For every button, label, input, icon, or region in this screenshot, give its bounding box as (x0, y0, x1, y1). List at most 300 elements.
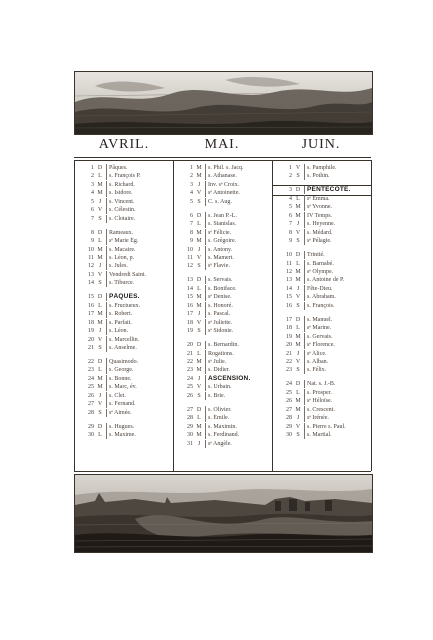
day-number: 1 (289, 165, 292, 171)
weekday-letter: J (296, 415, 300, 422)
weekday-letter: V (97, 336, 103, 343)
row-separator (304, 220, 305, 228)
saint-name: s. Mamert. (208, 255, 234, 261)
feast-day-row (75, 293, 173, 301)
day-row (75, 375, 173, 383)
saint-name: s. Pothin. (307, 173, 330, 180)
row-separator (205, 392, 206, 400)
day-number: 4 (91, 190, 94, 197)
row-separator (106, 246, 107, 254)
day-row (273, 237, 371, 245)
row-separator (106, 358, 107, 366)
row-separator (304, 237, 305, 245)
day-number: 27 (187, 406, 193, 413)
day-number: 26 (187, 392, 193, 399)
day-row (273, 164, 371, 172)
saint-name: s. Célestin. (109, 207, 136, 214)
saint-name: Rameaux. (109, 229, 134, 236)
row-separator (304, 316, 305, 324)
saint-name: s. Ferdinand. (208, 432, 240, 439)
day-number: 14 (187, 285, 193, 292)
weekday-letter: M (97, 246, 103, 253)
saint-name: s. Jean P.-L. (208, 212, 237, 219)
saint-name: sᵉ Félicie. (208, 229, 232, 236)
day-row (174, 392, 272, 400)
saint-name: s. Parfait. (109, 319, 132, 326)
row-separator (106, 262, 107, 270)
day-number: 7 (190, 221, 193, 228)
row-separator (304, 414, 305, 422)
day-row (273, 212, 371, 220)
row-separator (205, 358, 206, 366)
day-number: 29 (88, 423, 94, 430)
weekday-letter: S (98, 345, 102, 351)
day-row (174, 285, 272, 293)
weekday-letter: M (97, 375, 103, 382)
saint-name: ASCENSION. (208, 374, 251, 382)
day-row (75, 319, 173, 327)
table-top-rule-inner (74, 160, 371, 161)
saint-name: s. Stanislas. (208, 221, 237, 228)
table-top-rule (74, 157, 371, 158)
day-row (174, 262, 272, 270)
weekday-letter: J (98, 392, 102, 399)
row-separator (106, 400, 107, 408)
day-row (75, 262, 173, 270)
row-separator (205, 212, 206, 220)
saint-name: s. Barnabé. (307, 260, 334, 267)
day-row (174, 212, 272, 220)
weekday-letter: J (98, 263, 102, 270)
day-number: 16 (88, 302, 94, 309)
weekday-letter: V (295, 294, 301, 301)
day-row (174, 293, 272, 301)
day-number: 1 (190, 165, 193, 171)
day-row (75, 327, 173, 335)
day-row (75, 302, 173, 310)
weekday-letter: M (295, 277, 301, 284)
weekday-letter: M (196, 238, 202, 245)
day-number: 21 (187, 350, 193, 357)
saint-name: s. Émile. (208, 415, 230, 422)
day-number: 19 (88, 328, 94, 335)
weekday-letter: V (196, 190, 202, 197)
saint-name: s. François. (307, 302, 335, 309)
saint-name: s. Abraham. (307, 294, 336, 301)
day-row (174, 358, 272, 366)
weekday-letter: L (296, 325, 300, 332)
weekday-letter: M (196, 432, 202, 439)
weekday-letter: V (97, 401, 103, 408)
weekday-letter: D (196, 406, 202, 413)
saint-name: s. Crescent. (307, 406, 335, 413)
weekday-letter: M (295, 333, 301, 340)
row-separator (205, 198, 206, 206)
saint-name: sᵉ Antoinette. (208, 190, 240, 197)
day-number: 16 (286, 302, 292, 309)
saint-name: Rogations. (208, 350, 234, 357)
column-avril (75, 164, 173, 471)
weekday-letter: D (196, 212, 202, 219)
saint-name: s. Martial. (307, 432, 332, 439)
weekday-letter: D (97, 423, 103, 430)
day-row (174, 383, 272, 391)
day-row (75, 279, 173, 287)
weekday-letter: M (196, 358, 202, 365)
day-row (273, 251, 371, 259)
saint-name: s. Boniface. (208, 285, 237, 292)
weekday-letter: S (98, 215, 102, 222)
saint-name: s. Heyenne. (307, 221, 336, 228)
weekday-letter: J (296, 285, 300, 292)
row-separator (205, 164, 206, 172)
day-number: 19 (286, 333, 292, 340)
saint-name: sᵉ Alice. (307, 350, 327, 357)
day-number: 4 (190, 190, 193, 197)
row-separator (106, 423, 107, 431)
saint-name: s. François P. (109, 173, 141, 180)
day-number: 10 (286, 252, 292, 259)
saint-name: s. Clet. (109, 392, 126, 399)
row-separator (106, 206, 107, 214)
saint-name: s. Anselme. (109, 345, 137, 351)
day-number: 11 (187, 255, 193, 261)
weekday-letter: V (295, 423, 301, 430)
weekday-letter: L (296, 195, 300, 202)
weekday-letter: S (197, 198, 201, 205)
column-mai (174, 164, 272, 471)
row-separator (304, 333, 305, 341)
saint-name: s. Urbain. (208, 384, 232, 391)
day-row (75, 254, 173, 262)
saint-name: s. Gervais. (307, 333, 333, 340)
day-row (174, 431, 272, 439)
saint-name: sᵉ Olympe. (307, 268, 334, 275)
day-row (273, 414, 371, 422)
day-row (174, 246, 272, 254)
day-row (174, 310, 272, 318)
row-separator (304, 366, 305, 374)
weekday-letter: M (295, 212, 301, 219)
month-header-avril: AVRIL. (98, 137, 150, 152)
saint-name: s. Pascal. (208, 311, 231, 318)
day-row (174, 423, 272, 431)
day-number: 17 (187, 311, 193, 318)
day-row (75, 206, 173, 214)
saint-name: sᵉ Irénée. (307, 415, 329, 422)
day-row (75, 358, 173, 366)
day-row (273, 350, 371, 358)
saint-name: C. s. Aug. (208, 198, 232, 205)
row-separator (106, 366, 107, 374)
day-row (75, 344, 173, 352)
day-number: 18 (187, 319, 193, 326)
day-row (75, 229, 173, 237)
day-row (273, 324, 371, 332)
day-number: 1 (91, 165, 94, 171)
day-number: 27 (286, 406, 292, 413)
saint-name: s. Macaire. (109, 246, 136, 253)
day-row (273, 260, 371, 268)
day-number: 16 (187, 302, 193, 309)
weekday-letter: M (196, 165, 202, 171)
day-number: 4 (289, 195, 292, 202)
day-row (273, 276, 371, 284)
row-separator (106, 431, 107, 439)
weekday-letter: D (97, 165, 103, 171)
saint-name: s. Antony. (208, 246, 233, 253)
saint-name: s. Fructueux. (109, 302, 141, 309)
day-row (75, 164, 173, 172)
day-row (174, 341, 272, 349)
day-number: 30 (286, 432, 292, 439)
day-row (174, 189, 272, 197)
weekday-letter: M (295, 406, 301, 413)
day-number: 21 (88, 345, 94, 351)
day-number: 25 (286, 389, 292, 396)
saint-name: s. Médard. (307, 229, 333, 236)
row-separator (106, 181, 107, 189)
day-number: 29 (286, 423, 292, 430)
day-row (174, 181, 272, 189)
day-number: 13 (88, 271, 94, 278)
day-number: 13 (187, 277, 193, 284)
day-row (273, 316, 371, 324)
day-row (273, 333, 371, 341)
day-row (273, 285, 371, 293)
weekday-letter: S (98, 280, 102, 287)
row-separator (304, 380, 305, 388)
weekday-letter: V (196, 255, 202, 261)
row-separator (205, 341, 206, 349)
weekday-letter: M (97, 181, 103, 188)
saint-name: s. Servais. (208, 277, 233, 284)
day-number: 24 (88, 375, 94, 382)
saint-name: s. Antoine de P. (307, 277, 345, 284)
saint-name: s. Hugues. (109, 423, 135, 430)
row-separator (304, 260, 305, 268)
day-row (75, 198, 173, 206)
row-separator (205, 181, 206, 189)
column-juin (273, 164, 371, 471)
weekday-letter: L (98, 432, 102, 439)
day-row (75, 181, 173, 189)
saint-name: s. Pamphile. (307, 165, 337, 171)
weekday-letter: M (196, 229, 202, 236)
day-number: 17 (88, 311, 94, 318)
day-number: 25 (88, 384, 94, 391)
saint-name: sᵉ Héloïse. (307, 398, 333, 405)
day-number: 10 (88, 246, 94, 253)
row-separator (106, 172, 107, 180)
weekday-letter: M (97, 190, 103, 197)
day-number: 13 (286, 277, 292, 284)
day-number: 28 (187, 415, 193, 422)
saint-name: sᵉ Denise. (208, 294, 232, 301)
saint-name: Pâques. (109, 165, 128, 171)
weekday-letter: L (98, 367, 102, 374)
saint-name: s. Jules. (109, 263, 128, 270)
day-number: 3 (289, 187, 292, 194)
day-number: 22 (88, 358, 94, 365)
saint-name: s. Vincent. (109, 198, 135, 205)
weekday-letter: S (98, 409, 102, 416)
row-separator (205, 285, 206, 293)
row-separator (304, 186, 305, 194)
day-row (75, 246, 173, 254)
weekday-letter: M (97, 255, 103, 261)
day-number: 6 (190, 212, 193, 219)
row-separator (106, 271, 107, 279)
day-row (273, 380, 371, 388)
row-separator (205, 414, 206, 422)
row-separator (304, 324, 305, 332)
day-row (273, 397, 371, 405)
day-number: 14 (286, 285, 292, 292)
saint-name: s. Maxime. (109, 432, 136, 439)
month-header-juin: JUIN. (301, 137, 341, 152)
row-separator (205, 262, 206, 270)
month-header-mai: MAI. (204, 137, 240, 152)
weekday-letter: S (296, 432, 300, 439)
day-number: 2 (91, 173, 94, 180)
weekday-letter: L (197, 285, 201, 292)
day-row (273, 229, 371, 237)
saint-name: s. Clotaire. (109, 215, 136, 222)
weekday-letter: M (295, 268, 301, 275)
day-number: 28 (286, 415, 292, 422)
saint-name: s. Prosper. (307, 389, 332, 396)
weekday-letter: M (196, 302, 202, 309)
day-number: 23 (286, 367, 292, 374)
weekday-letter: J (98, 328, 102, 335)
weekday-letter: S (296, 173, 300, 180)
row-separator (106, 375, 107, 383)
row-separator (205, 383, 206, 391)
day-row (174, 414, 272, 422)
weekday-letter: M (295, 204, 301, 211)
row-separator (205, 327, 206, 335)
day-number: 11 (286, 260, 292, 267)
row-separator (106, 229, 107, 237)
row-separator (205, 302, 206, 310)
day-number: 11 (88, 255, 94, 261)
saint-name: s. Manuel. (307, 316, 333, 323)
saint-name: s. Fernand. (109, 401, 136, 408)
day-row (174, 254, 272, 262)
day-number: 5 (190, 198, 193, 205)
day-number: 26 (286, 398, 292, 405)
saint-name: sᵉ Yvonne. (307, 204, 333, 211)
row-separator (304, 285, 305, 293)
row-separator (106, 302, 107, 310)
row-separator (205, 366, 206, 374)
day-number: 23 (88, 367, 94, 374)
saint-name: sᵉ Marine. (307, 325, 332, 332)
row-separator (205, 293, 206, 301)
day-row (75, 400, 173, 408)
day-number: 23 (187, 367, 193, 374)
day-number: 3 (190, 181, 193, 188)
weekday-letter: M (196, 173, 202, 180)
saint-name: sᵉ Aimée. (109, 409, 132, 416)
weekday-letter: D (97, 294, 103, 301)
weekday-letter: L (98, 173, 102, 180)
day-row (273, 302, 371, 310)
saint-name: s. George. (109, 367, 134, 374)
day-number: 15 (88, 294, 94, 301)
saint-name: s. Phil. s. Jacq. (208, 165, 244, 171)
day-row (273, 366, 371, 374)
weekday-letter: J (197, 246, 201, 253)
day-number: 12 (286, 268, 292, 275)
saint-name: s. Honoré. (208, 302, 233, 309)
day-number: 18 (88, 319, 94, 326)
saint-name: Nat. s. J.-B. (307, 381, 336, 388)
weekday-letter: M (295, 342, 301, 349)
day-number: 30 (88, 432, 94, 439)
row-separator (106, 319, 107, 327)
row-separator (304, 302, 305, 310)
weekday-letter: J (197, 181, 201, 188)
weekday-letter: J (197, 311, 201, 318)
day-number: 24 (286, 381, 292, 388)
saint-name: s. Léon, p. (109, 255, 135, 261)
day-row (174, 172, 272, 180)
day-number: 18 (286, 325, 292, 332)
day-row (75, 172, 173, 180)
illustration-landscape (74, 474, 373, 553)
day-number: 29 (187, 423, 193, 430)
day-number: 17 (286, 316, 292, 323)
weekday-letter: V (97, 207, 103, 214)
row-separator (304, 358, 305, 366)
day-row (174, 220, 272, 228)
saint-name: PÂQUES. (109, 293, 140, 301)
row-separator (205, 220, 206, 228)
weekday-letter: J (197, 440, 201, 447)
day-number: 31 (187, 440, 193, 447)
day-row (174, 198, 272, 206)
day-row (75, 409, 173, 417)
row-separator (106, 409, 107, 417)
day-row (174, 440, 272, 448)
saint-name: s. Alban. (307, 358, 329, 365)
row-separator (205, 254, 206, 262)
weekday-letter: D (97, 229, 103, 236)
weekday-letter: L (296, 260, 300, 267)
weekday-letter: L (197, 415, 201, 422)
row-separator (304, 195, 305, 203)
saint-name: s. Bernardin. (208, 342, 239, 349)
row-separator (205, 237, 206, 245)
day-number: 5 (91, 198, 94, 205)
row-separator (106, 254, 107, 262)
saint-name: s. Olivier. (208, 406, 232, 413)
saint-name: sᵉ Sidonie. (208, 328, 234, 335)
saint-name: Inv. sᵉ Croix. (208, 181, 240, 188)
day-row (75, 310, 173, 318)
day-number: 26 (88, 392, 94, 399)
row-separator (304, 164, 305, 172)
day-row (174, 350, 272, 358)
day-number: 15 (187, 294, 193, 301)
day-number: 9 (289, 238, 292, 245)
row-separator (106, 327, 107, 335)
saint-name: sᵉ Emma. (307, 195, 330, 202)
feast-day-row (174, 375, 272, 383)
row-separator (304, 389, 305, 397)
